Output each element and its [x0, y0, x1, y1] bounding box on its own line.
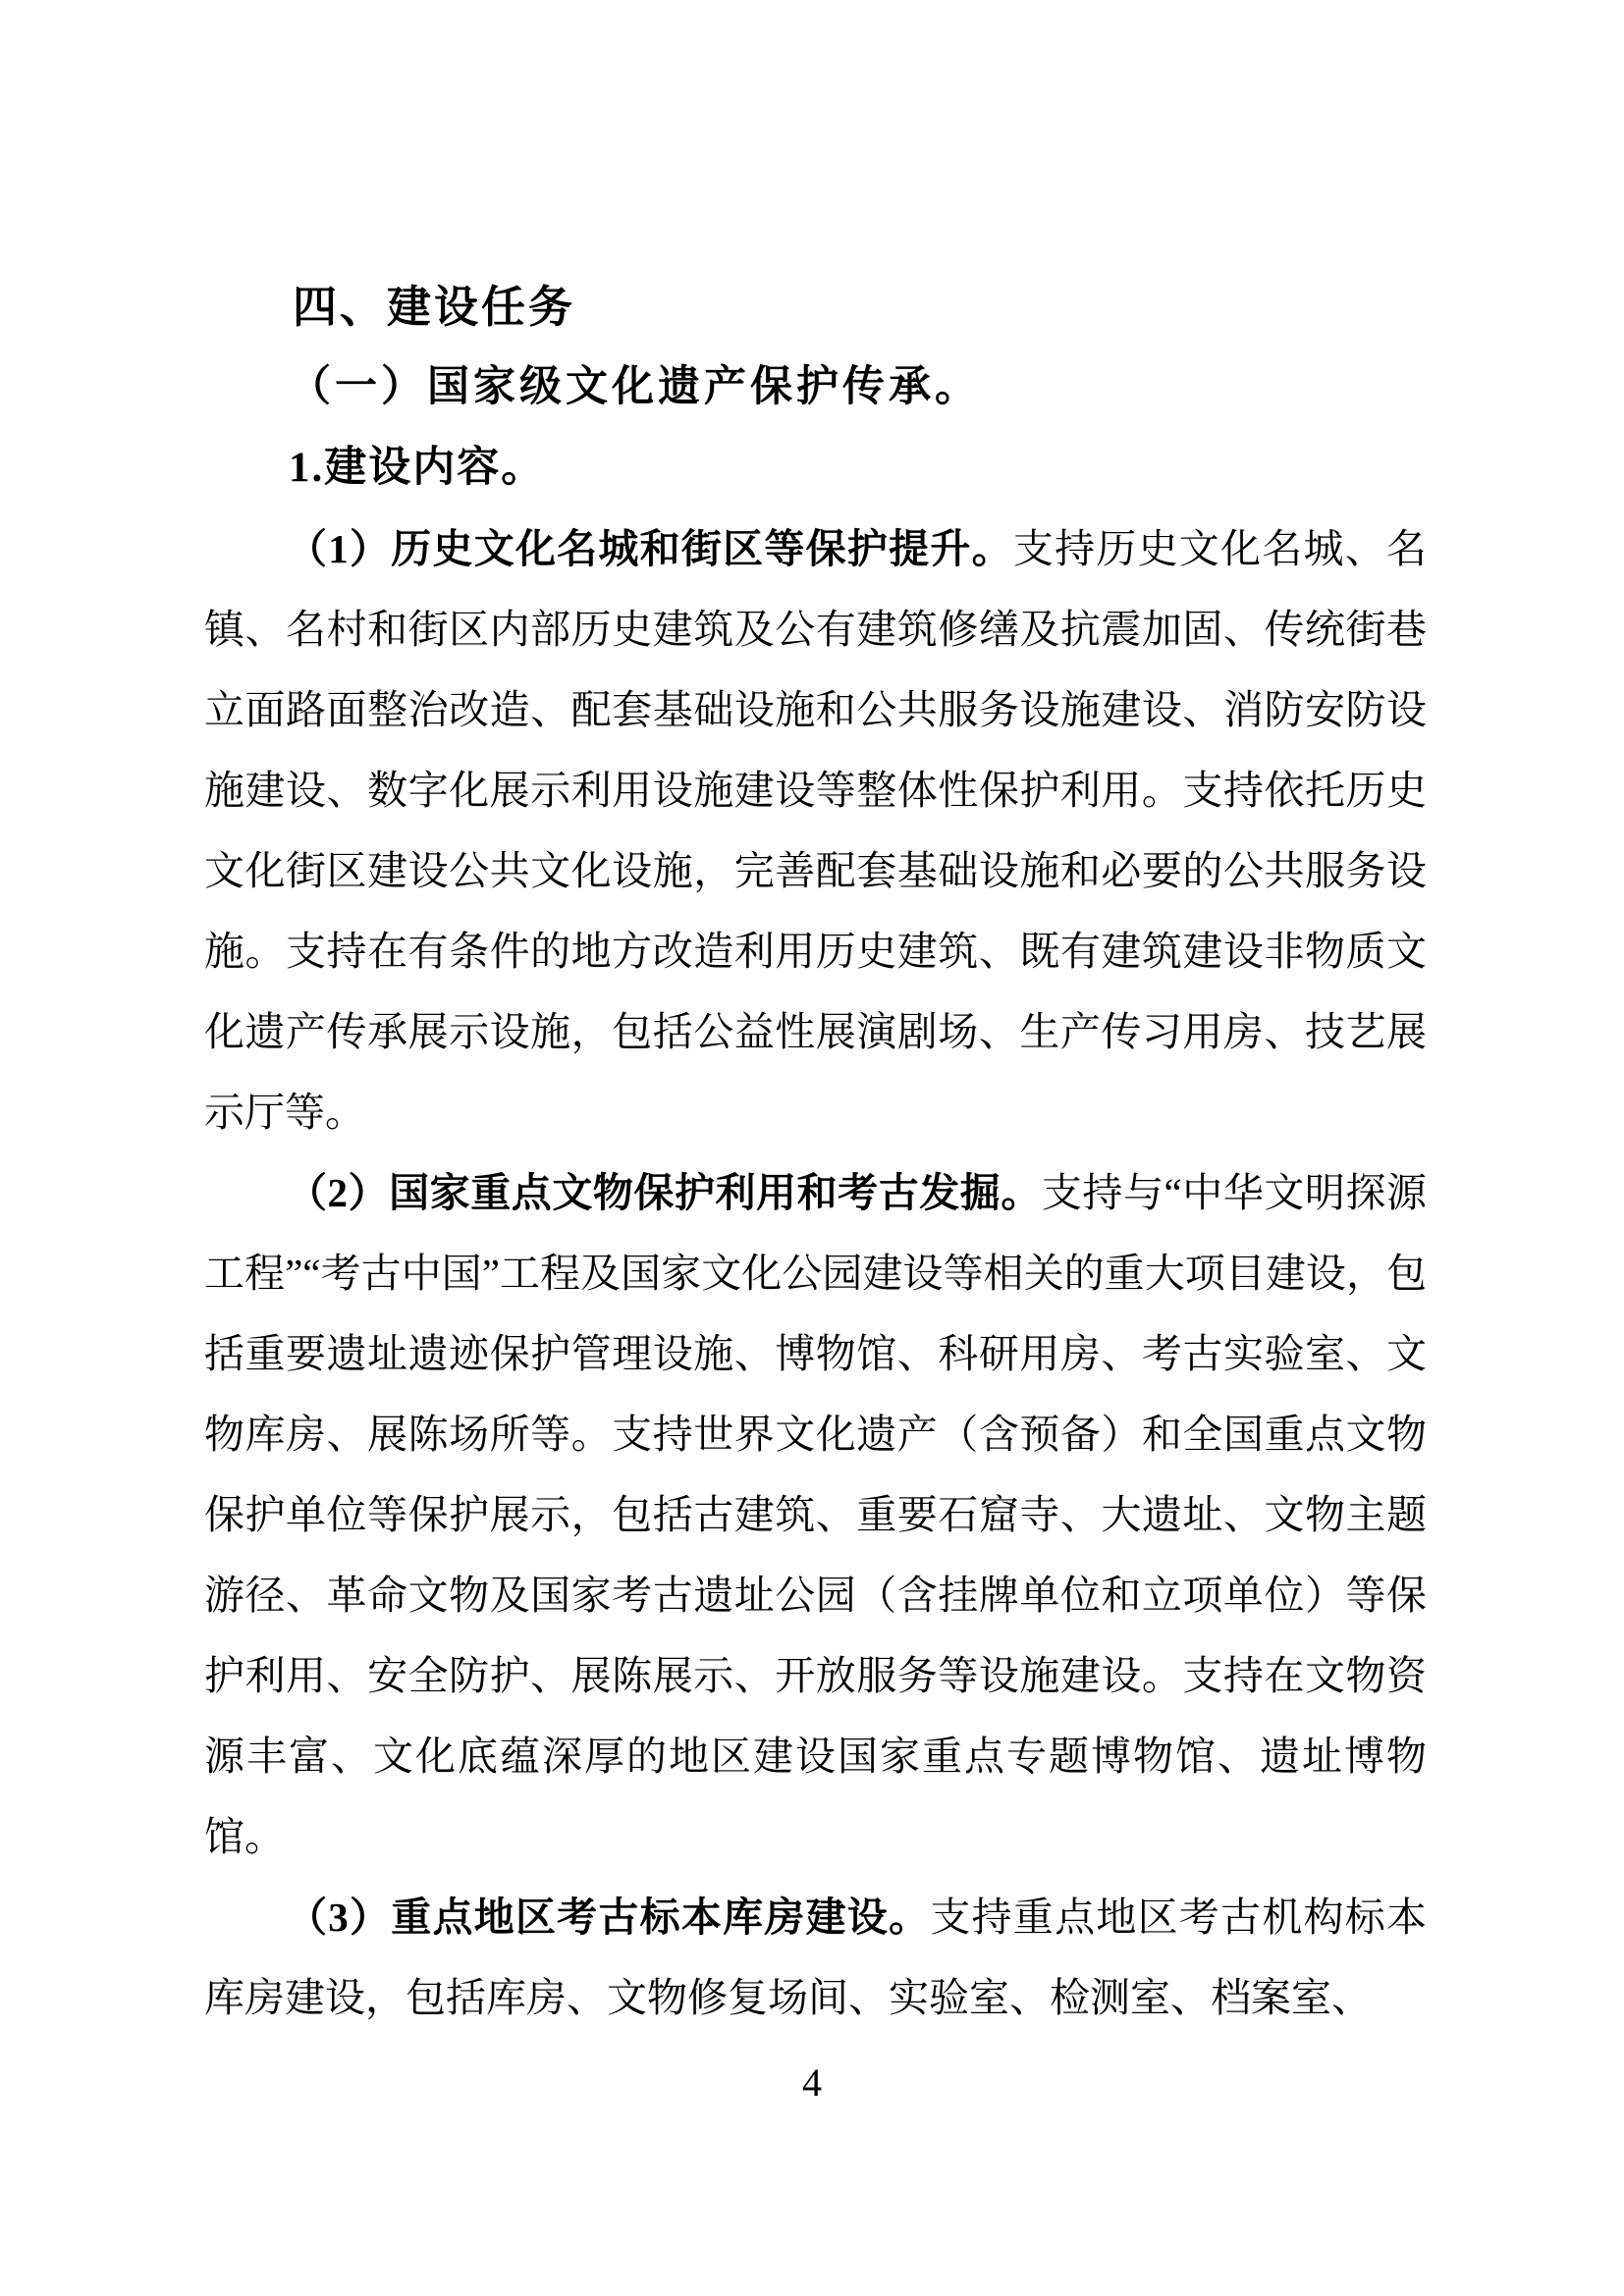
paragraph-1-text: 支持历史文化名城、名镇、名村和街区内部历史建筑及公有建筑修缮及抗震加固、传统街巷立面路面整治改造、配套基础设施和公共服务设施建设、消防安防设施建设、数字化展示利用设施建设等整体性保护利用。支持依托历史文化街区建设公共文化设施，完善配套基础设施和必要的公共服务设施。支持在有条件的地方改造利用历史建筑、既有建筑建设非物质文化遗产传承展示设施，包括公益性展演剧场、生产传习用房、技艺展示厅等。 — [204, 526, 1428, 1135]
paragraph-1-lead: （1）历史文化名城和街区等保护提升。 — [287, 526, 1013, 571]
document-body — [204, 267, 1427, 2038]
paragraph-3 — [204, 1877, 1427, 2038]
paragraph-3-lead: （3）重点地区考古标本库房建设。 — [287, 1895, 931, 1940]
paragraph-1 — [204, 508, 1427, 1152]
subsection-heading: （一）国家级文化遗产保护传承。 — [289, 364, 981, 410]
paragraph-2-text: 支持与“中华文明探源工程”“考古中国”工程及国家文化公园建设等相关的重大项目建设，包括重要遗址遗迹保护管理设施、博物馆、科研用房、考古实验室、文物库房、展陈场所等。支持世界文化遗产（含预备）和全国重点文物保护单位等保护展示，包括古建筑、重要石窟寺、大遗址、文物主题游径、革命文物及国家考古遗址公园（含挂牌单位和立项单位）等保护利用、安全防护、展陈展示、开放服务等设施建设。支持在文物资源丰富、文化底蕴深厚的地区建设国家重点专题博物馆、遗址博物馆。 — [204, 1170, 1428, 1859]
paragraph-2-lead: （2）国家重点文物保护利用和考古发掘。 — [287, 1170, 1042, 1215]
paragraph-3-text: 支持重点地区考古机构标本库房建设，包括库房、文物修复场间、实验室、检测室、档案室、 — [204, 1895, 1428, 2020]
section-heading: 四、建设任务 — [293, 282, 576, 332]
page-number: 4 — [802, 2060, 822, 2105]
paragraph-2 — [204, 1152, 1427, 1877]
item-heading: 1.建设内容。 — [289, 445, 546, 491]
